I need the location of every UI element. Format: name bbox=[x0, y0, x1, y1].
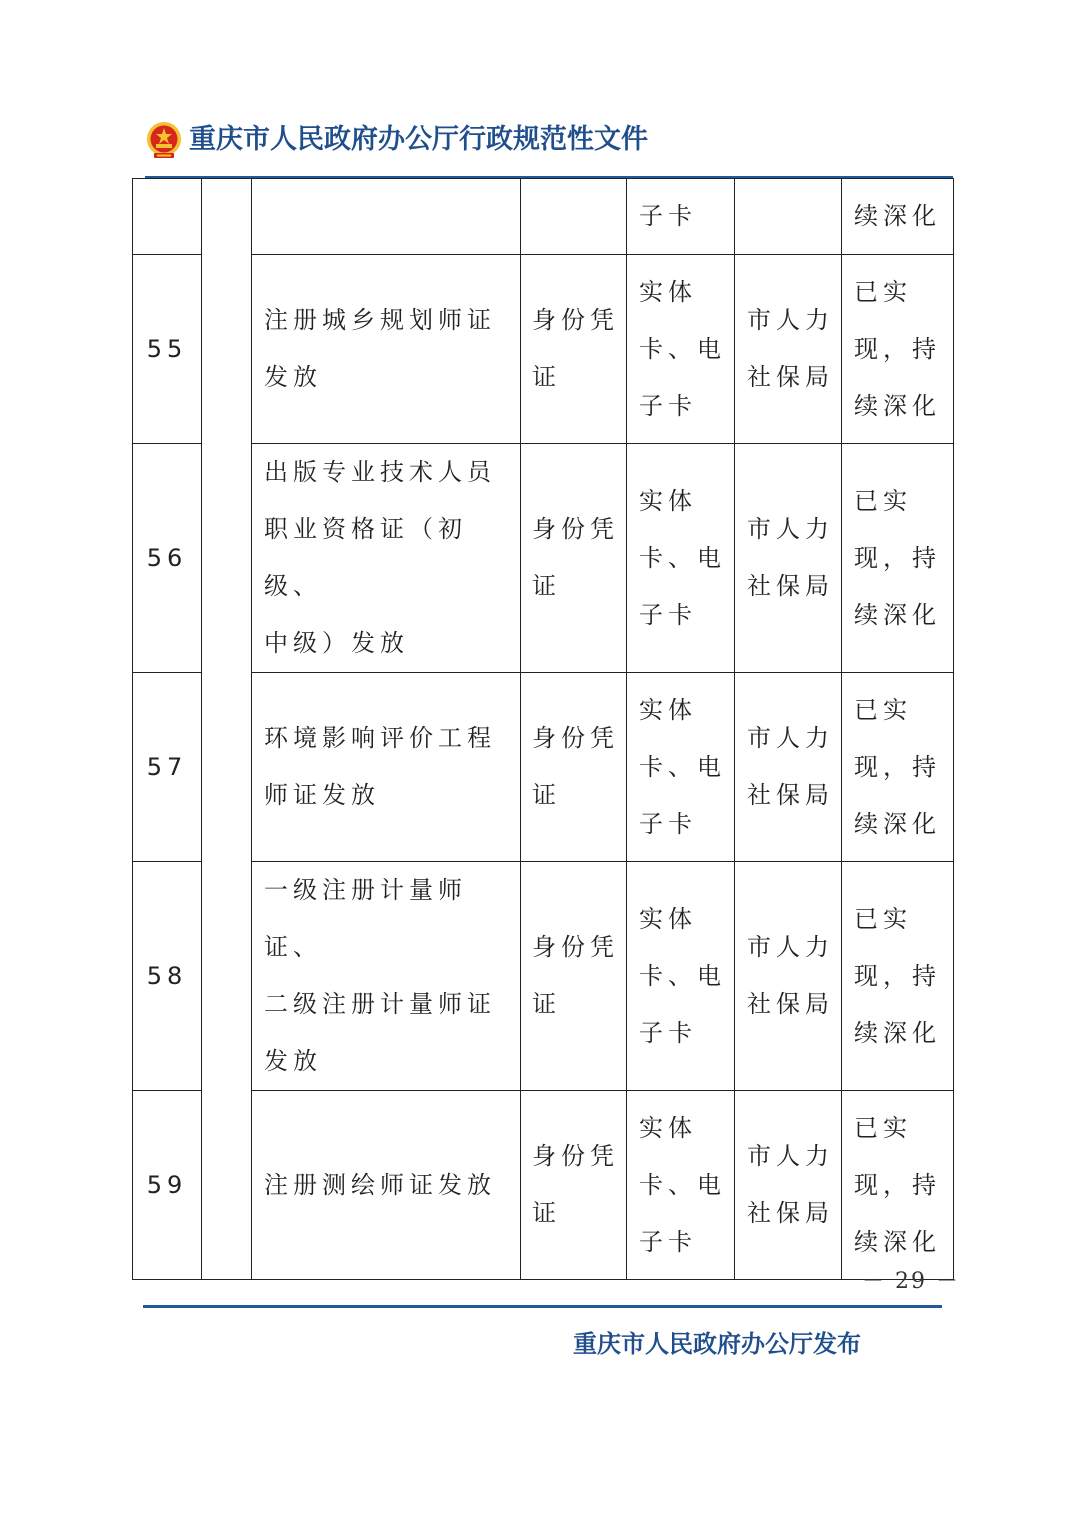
item-dept bbox=[735, 179, 842, 255]
table-row bbox=[133, 1091, 954, 1280]
header-title: 重庆市人民政府办公厅行政规范性文件 bbox=[189, 124, 648, 155]
table-row bbox=[133, 255, 954, 444]
row-number: 55 bbox=[133, 255, 202, 444]
table-row bbox=[133, 673, 954, 862]
item-name: 环境影响评价工程 师证发放 bbox=[252, 673, 521, 862]
item-basis: 身份凭 证 bbox=[521, 1091, 627, 1280]
item-dept: 市人力 社保局 bbox=[735, 1091, 842, 1280]
item-name: 注册城乡规划师证 发放 bbox=[252, 255, 521, 444]
item-name bbox=[252, 179, 521, 255]
item-basis: 身份凭 证 bbox=[521, 862, 627, 1091]
row-number: 56 bbox=[133, 444, 202, 673]
item-status: 已实 现，持 续深化 bbox=[842, 1091, 954, 1280]
category-cell bbox=[202, 179, 252, 1280]
item-dept: 市人力 社保局 bbox=[735, 255, 842, 444]
national-emblem-icon bbox=[145, 120, 183, 160]
item-status: 已实 现，持 续深化 bbox=[842, 255, 954, 444]
table-row bbox=[133, 862, 954, 1091]
document-header bbox=[145, 120, 648, 160]
item-status: 已实 现，持 续深化 bbox=[842, 673, 954, 862]
row-number: 57 bbox=[133, 673, 202, 862]
item-name: 注册测绘师证发放 bbox=[252, 1091, 521, 1280]
item-name: 一级注册计量师证、 二级注册计量师证 发放 bbox=[252, 862, 521, 1091]
item-basis: 身份凭 证 bbox=[521, 255, 627, 444]
row-number bbox=[133, 179, 202, 255]
item-form: 实体 卡、电 子卡 bbox=[627, 255, 735, 444]
item-form: 子卡 bbox=[627, 179, 735, 255]
item-form: 实体 卡、电 子卡 bbox=[627, 1091, 735, 1280]
item-form: 实体 卡、电 子卡 bbox=[627, 862, 735, 1091]
footer-publisher: 重庆市人民政府办公厅发布 bbox=[573, 1329, 861, 1358]
item-dept: 市人力 社保局 bbox=[735, 673, 842, 862]
item-status: 已实 现，持 续深化 bbox=[842, 862, 954, 1091]
item-dept: 市人力 社保局 bbox=[735, 444, 842, 673]
item-status: 已实 现，持 续深化 bbox=[842, 444, 954, 673]
item-form: 实体 卡、电 子卡 bbox=[627, 673, 735, 862]
page-number: － 29 － bbox=[862, 1269, 960, 1294]
item-basis bbox=[521, 179, 627, 255]
row-number: 58 bbox=[133, 862, 202, 1091]
table-row-continuation bbox=[133, 179, 954, 255]
item-basis: 身份凭 证 bbox=[521, 673, 627, 862]
item-dept: 市人力 社保局 bbox=[735, 862, 842, 1091]
item-status: 续深化 bbox=[842, 179, 954, 255]
item-basis: 身份凭 证 bbox=[521, 444, 627, 673]
row-number: 59 bbox=[133, 1091, 202, 1280]
service-list-table bbox=[132, 178, 954, 1280]
item-name: 出版专业技术人员 职业资格证（初级、 中级）发放 bbox=[252, 444, 521, 673]
item-form: 实体 卡、电 子卡 bbox=[627, 444, 735, 673]
table-row bbox=[133, 444, 954, 673]
footer-divider bbox=[143, 1305, 942, 1308]
